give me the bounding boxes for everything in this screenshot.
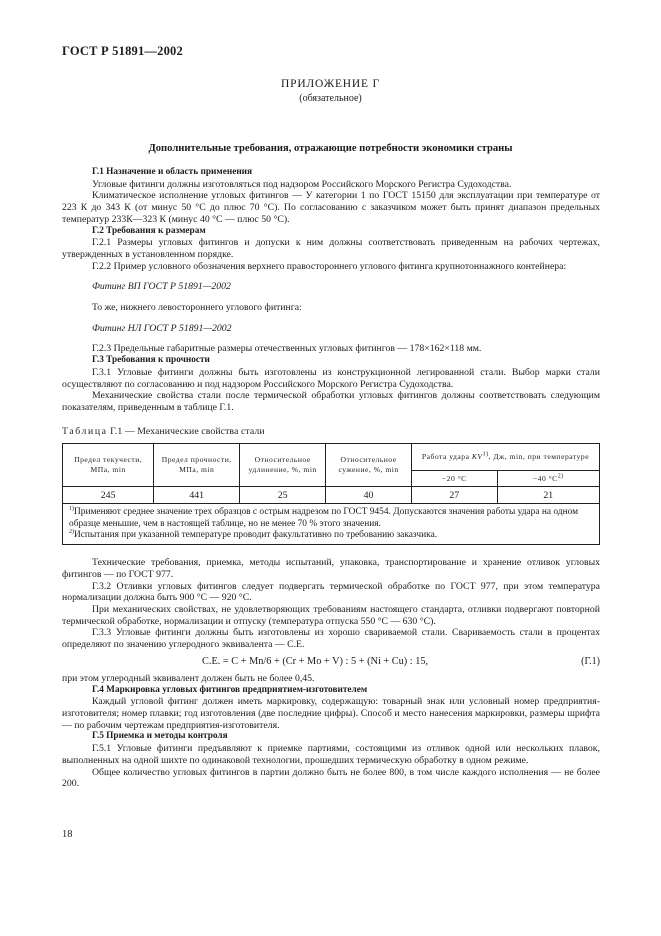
header-yield: Предел текучести, МПа, min	[63, 444, 154, 487]
section-heading-g3: Г.3 Требования к прочности	[92, 355, 210, 366]
paragraph: при этом углеродный эквивалент должен быть не более 0,45.	[62, 672, 315, 684]
table-notes	[63, 504, 600, 545]
paragraph: При механических свойствах, не удовлетворяющих требованиям настоящего стандарта, отливки подвергают повторной термической обработке, нормализации и отпуску (температура отпуска 550 °С — 630 °С).	[62, 604, 600, 627]
cell-elongation: 25	[240, 487, 326, 504]
header-reduction: Относительное сужение, %, min	[326, 444, 412, 487]
header-elongation: Относительное удлинение, %, min	[240, 444, 326, 487]
cell-impact-20: 27	[412, 487, 498, 504]
paragraph: Г.3.3 Угловые фитинги должны быть изготовлены из хорошо свариваемой стали. Свариваемость стали в процентах определяют по значению углеродного эквивалента — С.Е.	[62, 627, 600, 651]
table-note-1: $^{1)}$Применяют среднее значение трех образцов с острым надрезом по ГОСТ 9454. Допускаются значения работы удара на одном образце меньшие, чем в настоящей таблице, но не менее 70 % этого значения.	[69, 506, 579, 529]
header-temp-20: −20 °С	[412, 471, 498, 487]
header-strength: Предел прочности, МПа, min	[154, 444, 240, 487]
cell-strength: 441	[154, 487, 240, 504]
header-temp-40: −40 $^\circ С^{2)}$	[497, 471, 599, 487]
paragraph: Климатическое исполнение угловых фитингов — У категории 1 по ГОСТ 15150 для эксплуатации при температуре от 223 К до 343 К (от минус 50 °С до плюс 70 °С). По согласованию с заказчиком может быть принят диапазон предельных температур 233К—323 К (минус 40 °С — плюс 50 °С).	[62, 190, 600, 225]
page-number: 18	[62, 829, 73, 840]
cell-reduction: 40	[326, 487, 412, 504]
section-heading-g1: Г.1 Назначение и область применения	[92, 167, 253, 177]
formula-text: С.Е. = С + Mn/6 + (Cr + Mo + V) : 5 + (Ni + Cu) : 15,	[202, 655, 429, 667]
carbon-equivalent-formula	[62, 654, 600, 670]
section-heading-g2: Г.2 Требования к размерам	[92, 225, 206, 236]
paragraph: Каждый угловой фитинг должен иметь маркировку, содержащую: товарный знак или условный номер предприятия-изготовителя; номер плавки; год изготовления (две последние цифры). Способ и место нанесения маркировки, размеры шрифта — по рабочим чертежам предприятия-изготовителя.	[62, 696, 600, 731]
table-note-2: $^{2)}$Испытания при указанной температуре проводит факультативно по требованию заказчика.	[69, 528, 438, 540]
document-title: Дополнительные требования, отражающие потребности экономики страны	[148, 143, 513, 154]
paragraph: Механические свойства стали после термической обработки угловых фитингов должны соответствовать следующим показателям, приведенным в таблице Г.1.	[62, 390, 600, 413]
appendix-status: (обязательное)	[299, 93, 362, 104]
cell-yield: 245	[63, 487, 154, 504]
paragraph: То же, нижнего левостороннего углового фитинга:	[92, 302, 302, 314]
table-caption-text: Г.1 — Механические свойства стали	[110, 425, 265, 437]
standard-header: ГОСТ Р 51891—2002	[62, 44, 183, 58]
cell-impact-40: 21	[497, 487, 599, 504]
paragraph: Г.3.1 Угловые фитинги должны быть изготовлены из конструкционной легированной стали. Выбор марки стали осуществляют по согласованию и под надзором Российского Морского Регистра Судоходства.	[62, 366, 600, 390]
table-row	[63, 487, 600, 504]
section-heading-g5: Г.5 Приемка и методы контроля	[92, 731, 228, 742]
paragraph: Г.3.2 Отливки угловых фитингов следует подвергать термической обработке по ГОСТ 977, при этом температура нормализации должна быть 900 °С — 920 °С.	[62, 580, 600, 604]
properties-table	[62, 443, 600, 545]
paragraph: Общее количество угловых фитингов в партии должно быть не более 800, в том числе каждого исполнения — не более 200.	[62, 766, 600, 790]
paragraph: Угловые фитинги должны изготовляться под надзором Российского Морского Регистра Судоходства.	[92, 178, 512, 190]
paragraph: Г.2.1 Размеры угловых фитингов и допуски к ним должны соответствовать приведенным на рабочих чертежах, утвержденных в установленном порядке.	[62, 237, 600, 260]
table-caption	[62, 426, 600, 438]
designation-example: Фитинг НЛ ГОСТ Р 51891—2002	[92, 322, 232, 334]
designation-example: Фитинг ВП ГОСТ Р 51891—2002	[92, 281, 231, 293]
appendix-title: ПРИЛОЖЕНИЕ Г	[281, 78, 380, 90]
paragraph: Г.5.1 Угловые фитинги предъявляют к приемке партиями, состоящими из отливок одной или нескольких плавок, выполненных на одной шихте по одинаковой технологии, прошедших термическую обработку в одном режиме.	[62, 743, 600, 766]
header-impact: Работа удара KV$^{1)}$, Дж, min, при температуре	[412, 444, 600, 471]
document-body	[62, 167, 600, 790]
section-heading-g4: Г.4 Маркировка угловых фитингов предприятием-изготовителем	[92, 684, 368, 695]
table-label: Таблица	[62, 425, 108, 437]
paragraph: Г.2.2 Пример условного обозначения верхнего правостороннего углового фитинга крупнотоннажного контейнера:	[92, 260, 567, 272]
paragraph: Г.2.3 Предельные габаритные размеры отечественных угловых фитингов — 178×162×118 мм.	[92, 343, 482, 355]
paragraph: Технические требования, приемка, методы испытаний, упаковка, транспортирование и хранение отливок угловых фитингов — по ГОСТ 977.	[62, 557, 600, 580]
formula-number: (Г.1)	[581, 655, 600, 667]
